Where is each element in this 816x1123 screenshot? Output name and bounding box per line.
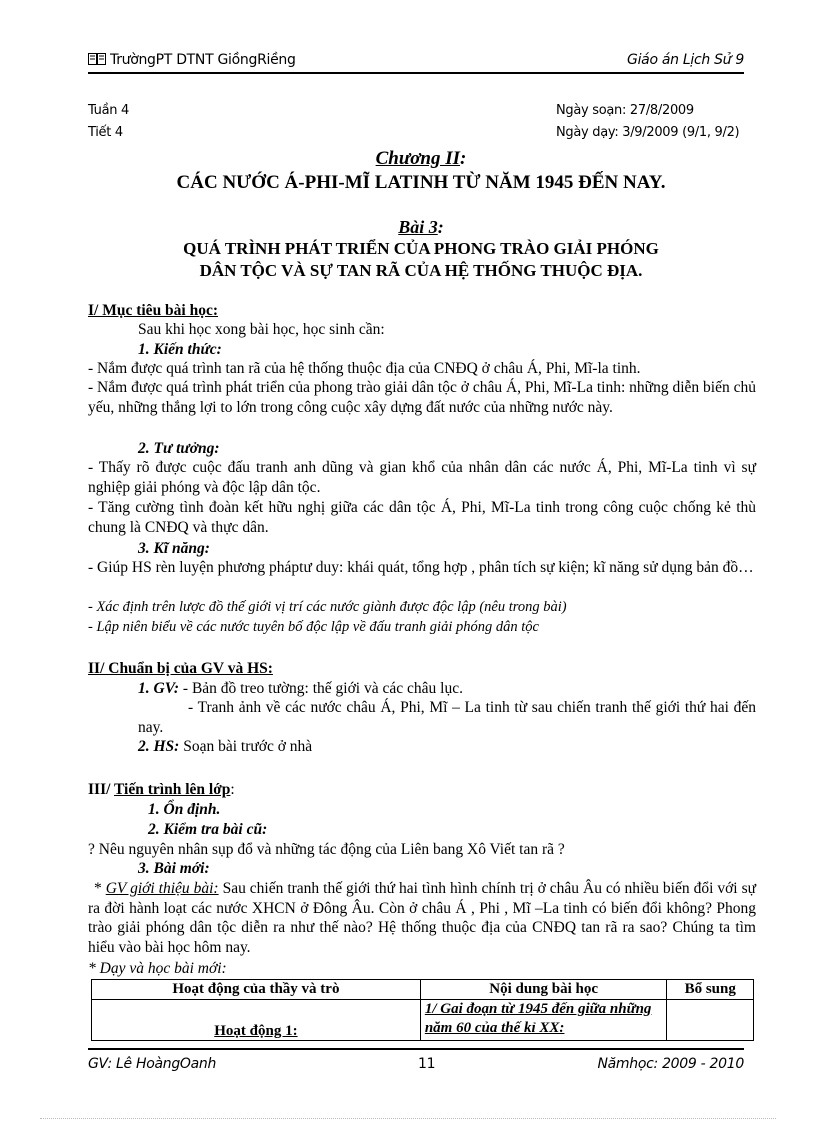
- book-icon: [88, 53, 106, 65]
- chapter-label: Chương II:: [375, 148, 467, 169]
- section3-heading: III/ Tiến trình lên lớp:: [88, 781, 235, 798]
- review-question: ? Nêu nguyên nhân sụp đổ và những tác động của Liên bang Xô Viết tan rã ?: [88, 841, 565, 858]
- thought-item-1: - Thấy rõ được cuộc đấu tranh anh dũng và gian khổ của nhân dân các nước Á, Phi, Mĩ-La tinh vì sự nghiệp giải phóng và độc lập dân tộc.: [88, 459, 756, 496]
- table-header-activity: Hoạt động của thầy và trò: [92, 980, 421, 1000]
- taught-date: Ngày dạy: 3/9/2009 (9/1, 9/2): [556, 125, 740, 140]
- table-header-extra: Bổ sung: [667, 980, 754, 1000]
- skills-heading: 3. Kĩ năng:: [138, 540, 210, 557]
- step-3: 3. Bài mới:: [138, 860, 210, 877]
- lesson-title: QUÁ TRÌNH PHÁT TRIỂN CỦA PHONG TRÀO GIẢI PHÓNG DÂN TỘC VÀ SỰ TAN RÃ CỦA HỆ THỐNG THUỘC ĐỊA.: [183, 239, 659, 280]
- extra-cell: [667, 1000, 754, 1041]
- knowledge-heading: 1. Kiến thức:: [138, 341, 222, 358]
- page-footer: [88, 1048, 744, 1072]
- skills-item-3: - Lập niên biểu về các nước tuyên bố độc lập về đấu tranh giải phóng dân tộc: [88, 619, 539, 635]
- knowledge-item-1: - Nắm được quá trình tan rã của hệ thống thuộc địa của CNĐQ ở châu Á, Phi, Mĩ-la tinh.: [88, 360, 641, 377]
- lesson-label: Bài 3:: [398, 217, 444, 237]
- table-header-row: [92, 980, 754, 1000]
- knowledge-item-2: - Nắm được quá trình phát triển của phong trào giải dân tộc ở châu Á, Phi, Mĩ-La tinh: những diễn biến chủ yếu, những thắng lợi to lớn trong công cuộc xây dựng đất nước của những nước này.: [88, 379, 756, 416]
- week-label: Tuần 4: [88, 103, 130, 118]
- gv-line-2: - Tranh ảnh về các nước châu Á, Phi, Mĩ – La tinh từ sau chiến tranh thế giới thứ hai đến nay.: [138, 699, 756, 736]
- table-header-content: Nội dung bài học: [420, 980, 667, 1000]
- skills-item-2: - Xác định trên lược đồ thế giới vị trí các nước giành được độc lập (nêu trong bài): [88, 599, 567, 615]
- teach-label: * Dạy và học bài mới:: [88, 960, 227, 977]
- step-1: 1. Ổn định.: [148, 801, 221, 818]
- section2-heading: II/ Chuẩn bị của GV và HS:: [88, 660, 273, 677]
- thought-item-2: - Tăng cường tình đoàn kết hữu nghị giữa các dân tộc Á, Phi, Mĩ-La tinh trong công cuộc chống kẻ thù chung là CNĐQ và thực dân.: [88, 499, 756, 536]
- thought-heading: 2. Tư tưởng:: [138, 440, 220, 457]
- section1-heading: I/ Mục tiêu bài học:: [88, 302, 219, 319]
- page-edge-divider: [40, 1118, 776, 1119]
- table-row: [92, 1000, 754, 1041]
- school-name: TrườngPT DTNT GiồngRiềng: [110, 52, 296, 68]
- header-left: [88, 52, 296, 68]
- page-header: [88, 52, 744, 74]
- teacher-name: GV: Lê HoàngOanh: [88, 1056, 217, 1072]
- chapter-title: CÁC NƯỚC Á-PHI-MĨ LATINH TỪ NĂM 1945 ĐẾN NAY.: [176, 172, 666, 193]
- content-heading: 1/ Gai đoạn từ 1945 đến giữa những năm 60 của thế kỉ XX:: [424, 1001, 652, 1036]
- gv-line: 1. GV: - Bản đồ treo tường: thế giới và các châu lục.: [138, 680, 463, 697]
- hs-line: 2. HS: Soạn bài trước ở nhà: [138, 738, 313, 755]
- lesson-table: [91, 979, 754, 1041]
- school-year: Nămhọc: 2009 - 2010: [597, 1056, 744, 1072]
- step-2: 2. Kiểm tra bài cũ:: [148, 821, 268, 838]
- activity-label: Hoạt động 1:: [214, 1023, 298, 1039]
- gv-intro: * GV giới thiệu bài: Sau chiến tranh thế giới thứ hai tình hình chính trị ở châu Âu có nhiều biến đổi với sự ra đời hành loạt các nước XHCN ở Đông Âu. Còn ở châu Á , Phi , Mĩ –La tinh có biến đổi không? Phong trào giải phóng dân tộc diễn ra như thế nào? Hệ thống thuộc địa của CNĐQ tan rã ra sao? Chúng ta tìm hiểu vào bài học hôm nay.: [88, 880, 757, 956]
- subject-name: Giáo án Lịch Sử 9: [627, 52, 744, 68]
- activity-cell: [92, 1000, 421, 1041]
- content-cell: [420, 1000, 667, 1041]
- section1-intro: Sau khi học xong bài học, học sinh cần:: [138, 321, 385, 338]
- page-number: 11: [418, 1056, 436, 1072]
- skills-item-1: - Giúp HS rèn luyện phương pháptư duy: khái quát, tổng hợp , phân tích sự kiện; kĩ năng sử dụng bản đồ…: [88, 559, 754, 576]
- period-label: Tiết 4: [88, 125, 123, 140]
- prepared-date: Ngày soạn: 27/8/2009: [556, 103, 694, 118]
